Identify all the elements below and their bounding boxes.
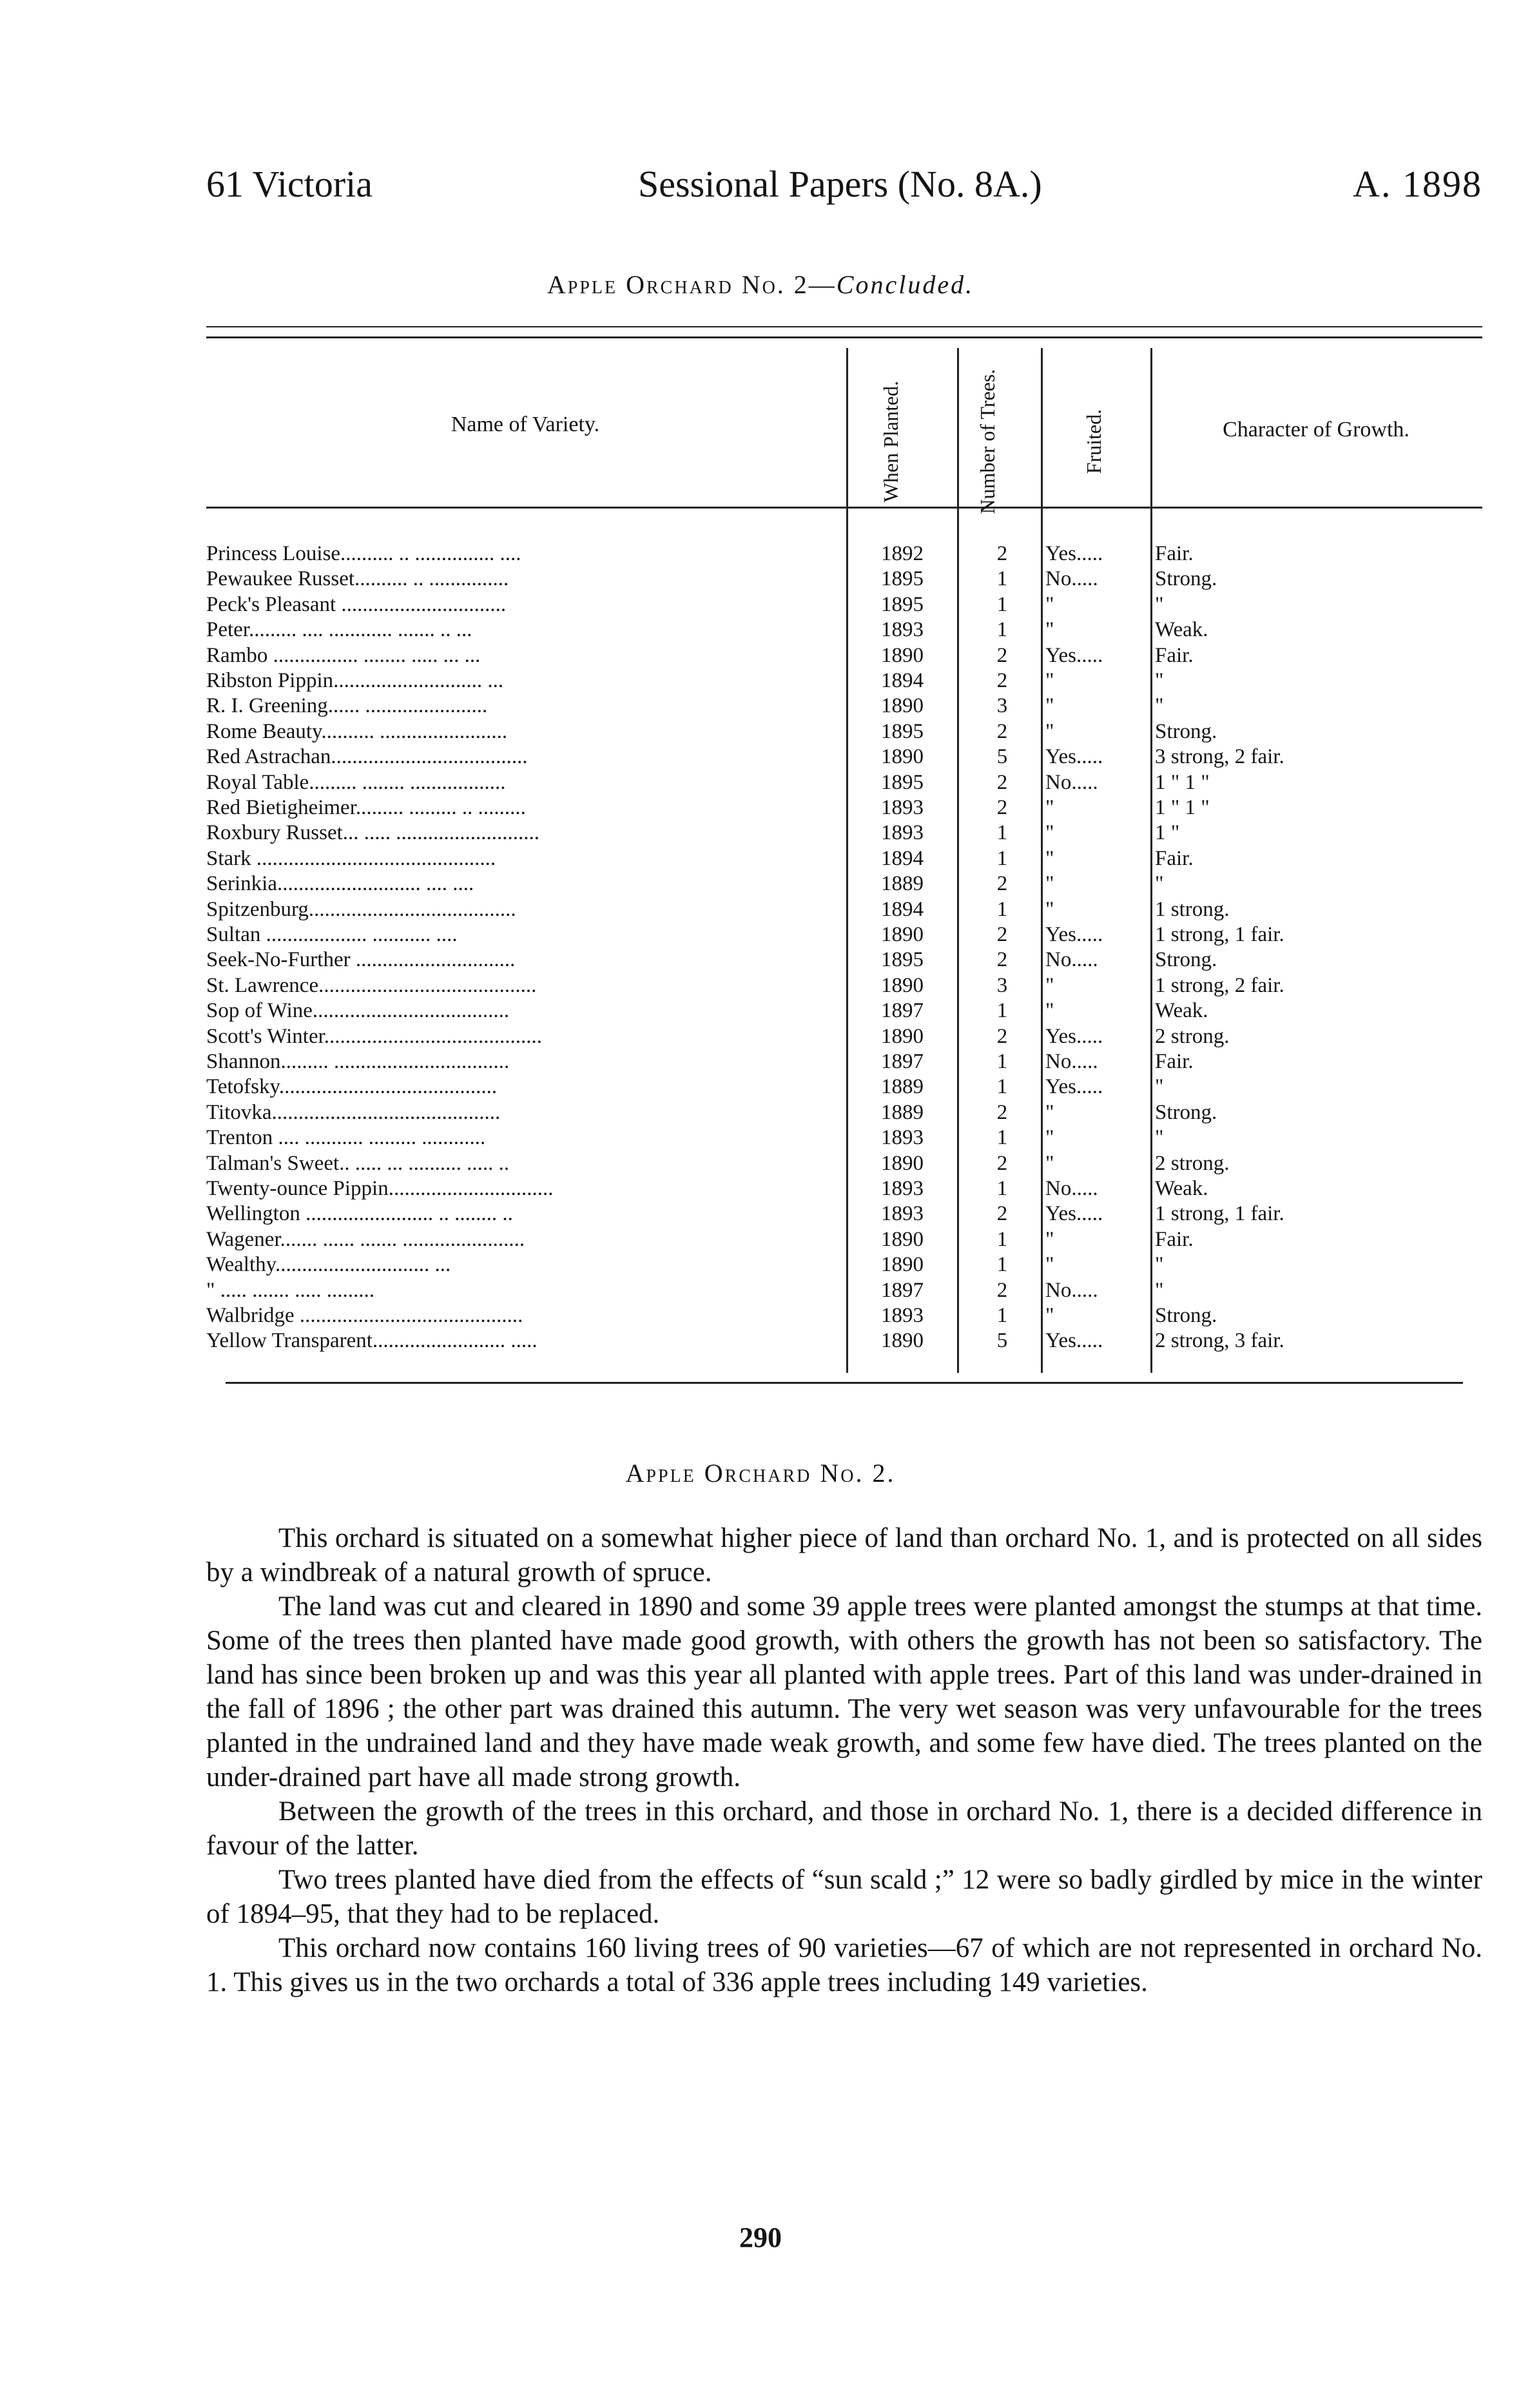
- table-row: [0, 1303, 1521, 1328]
- number-of-trees: 2: [996, 1100, 1008, 1124]
- growth-character: Strong.: [1155, 948, 1217, 972]
- table-row: [0, 719, 1521, 744]
- growth-character: ": [1155, 669, 1164, 692]
- growth-character: 3 strong, 2 fair.: [1155, 745, 1284, 769]
- paragraph-1: This orchard is situated on a somewhat higher piece of land than orchard No. 1, and is protected on all sides by a windbreak of a natural growth of spruce.: [206, 1523, 1482, 1588]
- section-title-text: Apple Orchard No. 2.: [625, 1459, 896, 1488]
- fruited-status: Yes.....: [1045, 1202, 1103, 1226]
- variety-name: Rambo ................ ........ ..... ... ...: [206, 643, 481, 667]
- variety-name: Ribston Pippin............................ ...: [206, 669, 504, 692]
- variety-name: Seek-No-Further ..............................: [206, 948, 516, 972]
- number-of-trees: 2: [996, 542, 1008, 565]
- section-title: [0, 1458, 1521, 1488]
- variety-name: Wealthy............................. ...: [206, 1253, 451, 1277]
- growth-character: 1 ": [1155, 821, 1180, 845]
- table-top-rule-2: [206, 336, 1482, 338]
- column-header-growth: Character of Growth.: [1223, 418, 1410, 442]
- growth-character: ": [1155, 1126, 1164, 1150]
- number-of-trees: 2: [996, 770, 1008, 794]
- growth-character: Strong.: [1155, 1304, 1217, 1327]
- table-row: [0, 897, 1521, 922]
- when-planted: 1893: [881, 1126, 924, 1150]
- fruited-status: Yes.....: [1045, 745, 1103, 769]
- number-of-trees: 3: [996, 973, 1008, 997]
- number-of-trees: 2: [996, 1151, 1008, 1175]
- number-of-trees: 2: [996, 643, 1008, 667]
- when-planted: 1897: [881, 1278, 924, 1302]
- fruited-status: No.....: [1045, 770, 1098, 794]
- table-row: [0, 1278, 1521, 1303]
- number-of-trees: 1: [996, 1177, 1008, 1200]
- growth-character: 2 strong.: [1155, 1151, 1230, 1175]
- table-row: [0, 1024, 1521, 1049]
- variety-name: Talman's Sweet.. ..... ... .......... ..... ..: [206, 1151, 510, 1175]
- column-header-name: Name of Variety.: [450, 413, 600, 436]
- header-session: 61 Victoria: [206, 163, 373, 205]
- table-row: [0, 1125, 1521, 1151]
- table-row: [0, 1049, 1521, 1074]
- table-row: [0, 846, 1521, 871]
- fruited-status: ": [1045, 1304, 1054, 1327]
- variety-name: " ..... ....... ..... .........: [206, 1278, 374, 1302]
- paragraph-5: This orchard now contains 160 living trees of 90 varieties—67 of which are not represented in orchard No. 1. This gives us in the two orchards a total of 336 apple trees including 149 varieties.: [206, 1933, 1482, 1997]
- growth-character: 1 " 1 ": [1155, 770, 1210, 794]
- growth-character: Fair.: [1155, 643, 1194, 667]
- paragraph-3: Between the growth of the trees in this orchard, and those in orchard No. 1, there is a decided difference in favour of the latter.: [206, 1796, 1482, 1861]
- table-row: [0, 922, 1521, 947]
- when-planted: 1897: [881, 999, 924, 1023]
- when-planted: 1890: [881, 1024, 924, 1048]
- when-planted: 1890: [881, 643, 924, 667]
- table-row: [0, 541, 1521, 567]
- table-top-rule-1: [206, 326, 1482, 327]
- variety-name: Scott's Winter.........................................: [206, 1024, 543, 1048]
- header-year: A. 1898: [1353, 163, 1482, 205]
- fruited-status: No.....: [1045, 1177, 1098, 1200]
- table-row: [0, 871, 1521, 897]
- table-row: [0, 1100, 1521, 1125]
- variety-name: Wagener....... ...... ....... .......................: [206, 1227, 525, 1251]
- number-of-trees: 2: [996, 719, 1008, 743]
- table-bottom-rule: [226, 1382, 1463, 1384]
- fruited-status: ": [1045, 821, 1054, 845]
- growth-character: Weak.: [1155, 999, 1208, 1023]
- number-of-trees: 5: [996, 1329, 1008, 1353]
- number-of-trees: 2: [996, 948, 1008, 972]
- number-of-trees: 1: [996, 618, 1008, 642]
- when-planted: 1894: [881, 669, 924, 692]
- growth-character: 2 strong.: [1155, 1024, 1230, 1048]
- growth-character: 2 strong, 3 fair.: [1155, 1329, 1284, 1353]
- variety-name: Trenton .... ........... ......... ............: [206, 1126, 486, 1150]
- table-row: [0, 694, 1521, 719]
- number-of-trees: 1: [996, 999, 1008, 1023]
- fruited-status: ": [1045, 1227, 1054, 1251]
- table-row: [0, 973, 1521, 998]
- number-of-trees: 1: [996, 567, 1008, 591]
- table-row: [0, 770, 1521, 795]
- variety-name: Pewaukee Russet.......... .. ...............: [206, 567, 509, 591]
- variety-name: Shannon......... .................................: [206, 1050, 510, 1073]
- fruited-status: Yes.....: [1045, 923, 1103, 946]
- when-planted: 1890: [881, 1329, 924, 1353]
- when-planted: 1890: [881, 745, 924, 769]
- growth-character: 1 strong, 1 fair.: [1155, 1202, 1284, 1226]
- when-planted: 1889: [881, 872, 924, 896]
- table-row: [0, 998, 1521, 1024]
- when-planted: 1890: [881, 1253, 924, 1277]
- fruited-status: ": [1045, 999, 1054, 1023]
- fruited-status: No.....: [1045, 1050, 1098, 1073]
- table-row: [0, 1252, 1521, 1277]
- when-planted: 1895: [881, 948, 924, 972]
- variety-name: Sultan ................... ........... ....: [206, 923, 458, 946]
- when-planted: 1890: [881, 923, 924, 946]
- fruited-status: No.....: [1045, 948, 1098, 972]
- fruited-status: ": [1045, 897, 1054, 921]
- number-of-trees: 1: [996, 897, 1008, 921]
- growth-character: Fair.: [1155, 1227, 1194, 1251]
- when-planted: 1894: [881, 897, 924, 921]
- when-planted: 1890: [881, 973, 924, 997]
- variety-name: Yellow Transparent......................... .....: [206, 1329, 538, 1353]
- number-of-trees: 1: [996, 846, 1008, 870]
- growth-character: ": [1155, 694, 1164, 718]
- paragraph-2: The land was cut and cleared in 1890 and some 39 apple trees were planted amongst the stumps at that time. Some of the trees then planted have made good growth, with others the growth has not been so satisfactory. The land has since been broken up and was this year all planted with apple trees. Part of this land was under-drained in the fall of 1896 ; the other part was drained this autumn. The very wet season was very unfavourable for the trees planted in the undrained land and they have made weak growth, and some few have died. The trees planted on the under-drained part have all made strong growth.: [206, 1591, 1482, 1792]
- fruited-status: Yes.....: [1045, 1329, 1103, 1353]
- table-row: [0, 592, 1521, 617]
- table-row: [0, 1328, 1521, 1354]
- when-planted: 1894: [881, 846, 924, 870]
- variety-name: Rome Beauty.......... ........................: [206, 719, 508, 743]
- growth-character: Fair.: [1155, 846, 1194, 870]
- table-row: [0, 820, 1521, 846]
- fruited-status: Yes.....: [1045, 542, 1103, 565]
- fruited-status: No.....: [1045, 1278, 1098, 1302]
- number-of-trees: 1: [996, 1304, 1008, 1327]
- growth-character: Weak.: [1155, 618, 1208, 642]
- when-planted: 1893: [881, 1177, 924, 1200]
- fruited-status: ": [1045, 694, 1054, 718]
- when-planted: 1893: [881, 796, 924, 819]
- running-header: [206, 162, 1482, 220]
- fruited-status: ": [1045, 1126, 1054, 1150]
- number-of-trees: 1: [996, 1075, 1008, 1099]
- when-planted: 1895: [881, 719, 924, 743]
- table-row: [0, 1201, 1521, 1227]
- when-planted: 1890: [881, 1151, 924, 1175]
- paragraph-4: Two trees planted have died from the effects of “sun scald ;” 12 were so badly girdled by mice in the winter of 1894–95, that they had to be replaced.: [206, 1865, 1482, 1929]
- when-planted: 1893: [881, 1304, 924, 1327]
- variety-name: Peck's Pleasant ...............................: [206, 592, 507, 616]
- number-of-trees: 5: [996, 745, 1008, 769]
- number-of-trees: 2: [996, 1202, 1008, 1226]
- fruited-status: ": [1045, 719, 1054, 743]
- table-title-concluded: Concluded.: [836, 270, 974, 299]
- table-row: [0, 744, 1521, 770]
- table-title-main: Apple Orchard No. 2—: [547, 270, 837, 299]
- variety-name: Wellington ........................ .. ........ ..: [206, 1202, 513, 1226]
- number-of-trees: 2: [996, 796, 1008, 819]
- when-planted: 1897: [881, 1050, 924, 1073]
- column-header-fruited: Fruited.: [1082, 409, 1105, 474]
- table-header-rule: [206, 507, 1482, 509]
- number-of-trees: 2: [996, 872, 1008, 896]
- header-sessional-papers: Sessional Papers (No. 8A.): [638, 163, 1042, 205]
- table-row: [0, 1227, 1521, 1252]
- when-planted: 1889: [881, 1100, 924, 1124]
- column-header-number: Number of Trees.: [976, 369, 999, 514]
- variety-name: Royal Table......... ........ ..................: [206, 770, 506, 794]
- growth-character: ": [1155, 1253, 1164, 1277]
- number-of-trees: 1: [996, 1253, 1008, 1277]
- table-row: [0, 1074, 1521, 1100]
- number-of-trees: 1: [996, 821, 1008, 845]
- variety-name: Spitzenburg.......................................: [206, 897, 516, 921]
- table-row: [0, 1176, 1521, 1201]
- fruited-status: Yes.....: [1045, 1024, 1103, 1048]
- table-row: [0, 643, 1521, 668]
- fruited-status: ": [1045, 592, 1054, 616]
- variety-name: Roxbury Russet... ..... ...........................: [206, 821, 540, 845]
- growth-character: ": [1155, 592, 1164, 616]
- fruited-status: ": [1045, 1253, 1054, 1277]
- fruited-status: ": [1045, 618, 1054, 642]
- when-planted: 1890: [881, 1227, 924, 1251]
- growth-character: ": [1155, 872, 1164, 896]
- growth-character: ": [1155, 1075, 1164, 1099]
- fruited-status: No.....: [1045, 567, 1098, 591]
- fruited-status: ": [1045, 973, 1054, 997]
- body-text: [206, 1521, 1482, 1999]
- growth-character: Fair.: [1155, 1050, 1194, 1073]
- variety-name: Red Bietigheimer......... ......... .. .........: [206, 796, 526, 819]
- variety-name: Serinkia........................... .... ....: [206, 872, 474, 896]
- when-planted: 1895: [881, 592, 924, 616]
- growth-character: 1 " 1 ": [1155, 796, 1210, 819]
- number-of-trees: 1: [996, 1227, 1008, 1251]
- table-row: [0, 617, 1521, 643]
- fruited-status: ": [1045, 872, 1054, 896]
- variety-name: R. I. Greening...... .......................: [206, 694, 488, 718]
- fruited-status: ": [1045, 1100, 1054, 1124]
- growth-character: 1 strong, 2 fair.: [1155, 973, 1284, 997]
- number-of-trees: 1: [996, 1126, 1008, 1150]
- table-row: [0, 947, 1521, 973]
- number-of-trees: 2: [996, 669, 1008, 692]
- when-planted: 1893: [881, 618, 924, 642]
- growth-character: Strong.: [1155, 1100, 1217, 1124]
- when-planted: 1893: [881, 1202, 924, 1226]
- variety-name: Stark .............................................: [206, 846, 496, 870]
- table-row: [0, 1151, 1521, 1176]
- table-row: [0, 668, 1521, 694]
- when-planted: 1895: [881, 567, 924, 591]
- number-of-trees: 2: [996, 923, 1008, 946]
- fruited-status: ": [1045, 1151, 1054, 1175]
- growth-character: Fair.: [1155, 542, 1194, 565]
- column-header-when: When Planted.: [879, 380, 902, 503]
- table-row: [0, 795, 1521, 820]
- fruited-status: ": [1045, 669, 1054, 692]
- number-of-trees: 3: [996, 694, 1008, 718]
- growth-character: 1 strong, 1 fair.: [1155, 923, 1284, 946]
- fruited-status: ": [1045, 796, 1054, 819]
- growth-character: Weak.: [1155, 1177, 1208, 1200]
- when-planted: 1892: [881, 542, 924, 565]
- number-of-trees: 1: [996, 1050, 1008, 1073]
- number-of-trees: 2: [996, 1278, 1008, 1302]
- variety-name: Sop of Wine.....................................: [206, 999, 510, 1023]
- table-title: [0, 269, 1521, 300]
- growth-character: Strong.: [1155, 567, 1217, 591]
- variety-name: Twenty-ounce Pippin...............................: [206, 1177, 554, 1200]
- variety-name: Walbridge ..........................................: [206, 1304, 523, 1327]
- growth-character: 1 strong.: [1155, 897, 1230, 921]
- variety-name: St. Lawrence.........................................: [206, 973, 537, 997]
- number-of-trees: 1: [996, 592, 1008, 616]
- variety-name: Red Astrachan.....................................: [206, 745, 528, 769]
- when-planted: 1895: [881, 770, 924, 794]
- fruited-status: ": [1045, 846, 1054, 870]
- page-number: 290: [739, 2222, 782, 2253]
- fruited-status: Yes.....: [1045, 643, 1103, 667]
- variety-name: Tetofsky.........................................: [206, 1075, 498, 1099]
- growth-character: Strong.: [1155, 719, 1217, 743]
- variety-name: Princess Louise.......... .. ............... ....: [206, 542, 521, 565]
- variety-name: Titovka...........................................: [206, 1100, 501, 1124]
- number-of-trees: 2: [996, 1024, 1008, 1048]
- when-planted: 1889: [881, 1075, 924, 1099]
- variety-name: Peter......... .... ............ ....... .. ...: [206, 618, 472, 642]
- table-row: [0, 567, 1521, 592]
- growth-character: ": [1155, 1278, 1164, 1302]
- when-planted: 1893: [881, 821, 924, 845]
- when-planted: 1890: [881, 694, 924, 718]
- fruited-status: Yes.....: [1045, 1075, 1103, 1099]
